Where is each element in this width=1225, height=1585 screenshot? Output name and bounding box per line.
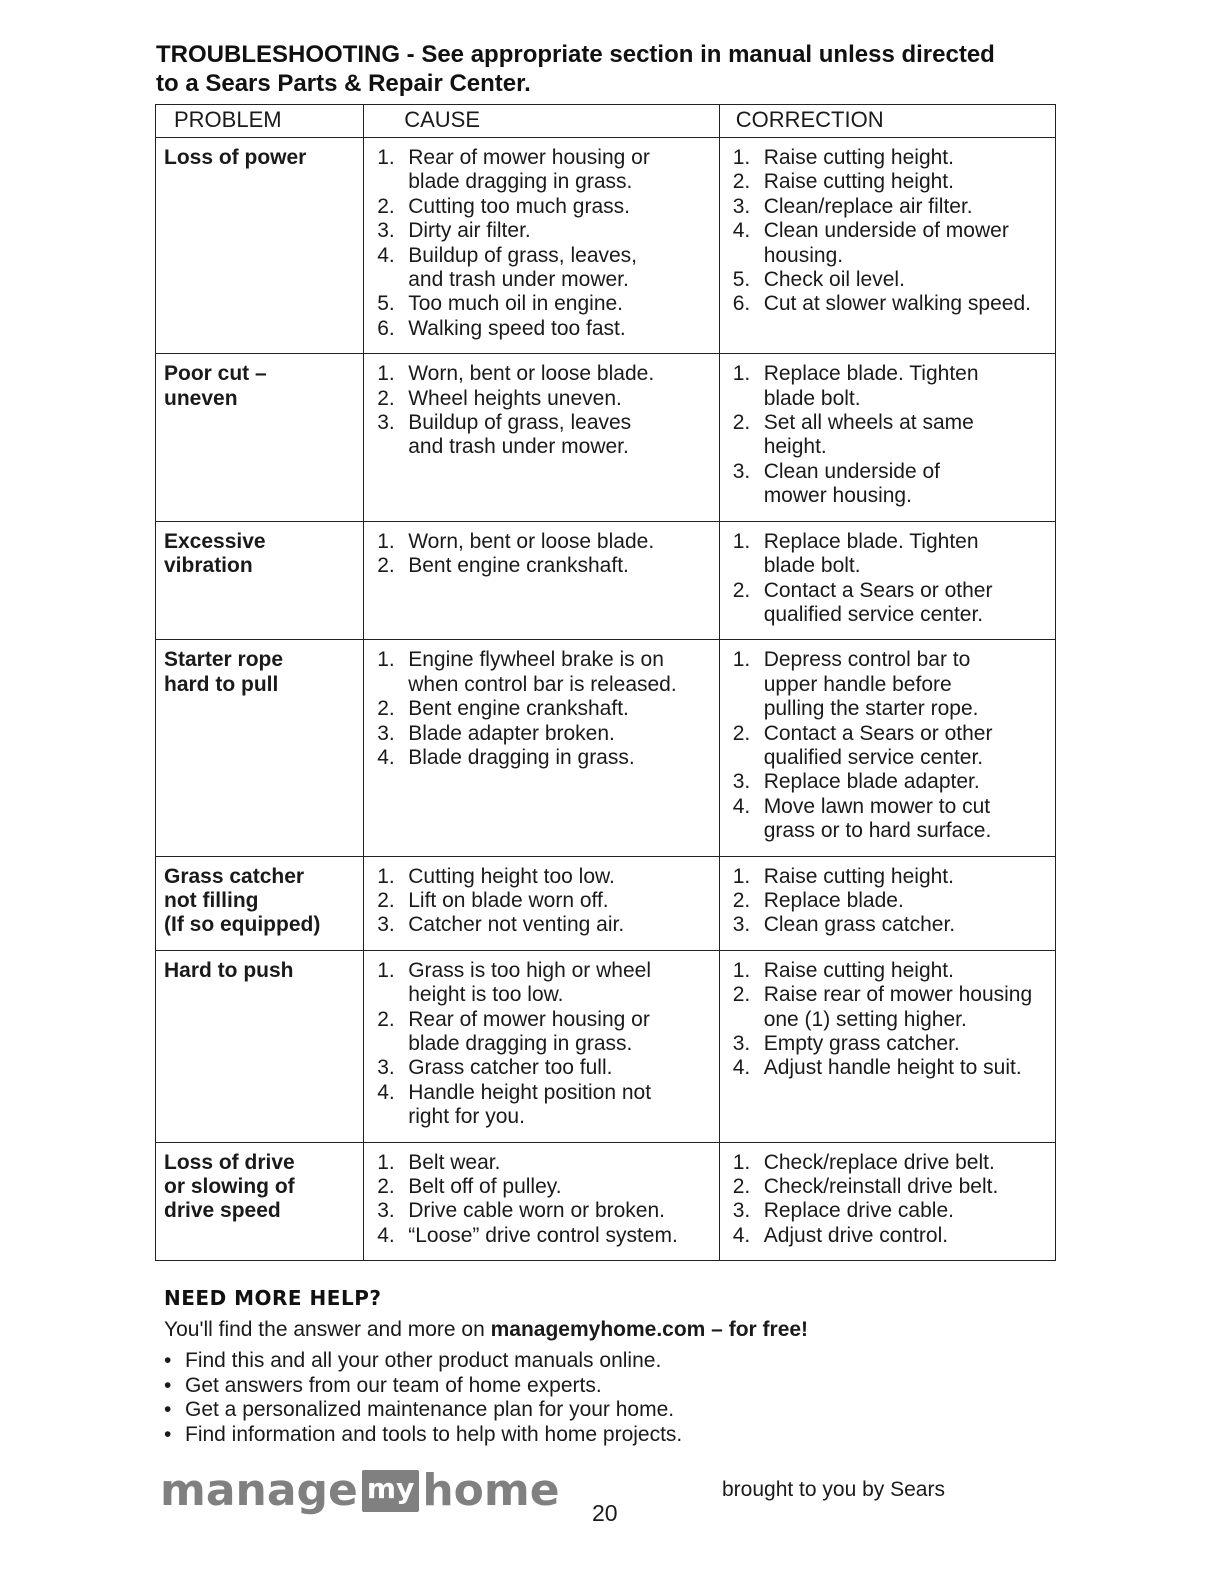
item-text: Belt wear. <box>408 1150 501 1174</box>
item-number: 1. <box>377 864 395 888</box>
item-number: 2. <box>377 697 395 721</box>
list-item <box>728 530 1049 579</box>
item-text: Walking speed too fast. <box>408 316 626 340</box>
item-text: Engine flywheel brake is on when control bar is released. <box>408 648 677 696</box>
item-number: 1. <box>732 146 751 169</box>
item-text: Check oil level. <box>763 268 905 292</box>
item-number: 2. <box>732 170 751 194</box>
item-text: Cut at slower walking speed. <box>763 292 1031 316</box>
list-item <box>728 362 1049 411</box>
table-row <box>156 856 1056 950</box>
item-number: 2. <box>377 1175 395 1199</box>
managemyhome-logo <box>160 1458 560 1522</box>
item-number: 2. <box>377 1007 395 1031</box>
item-text: Wheel heights uneven. <box>408 386 622 410</box>
item-text: Raise cutting height. <box>763 958 954 982</box>
list-item <box>164 1374 1064 1399</box>
cause-list <box>372 648 712 770</box>
item-text: Dirty air filter. <box>408 219 531 243</box>
list-item <box>372 1056 712 1080</box>
item-text: Bent engine crankshaft. <box>408 554 629 578</box>
item-text: Empty grass catcher. <box>763 1032 960 1055</box>
item-number: 1. <box>732 958 751 982</box>
cause-list <box>372 362 712 460</box>
item-text: Bent engine crankshaft. <box>408 697 629 721</box>
list-item <box>372 317 712 341</box>
item-text: Check/replace drive belt. <box>763 1150 995 1174</box>
item-text: Drive cable worn or broken. <box>408 1199 665 1223</box>
item-text: Check/reinstall drive belt. <box>763 1175 999 1199</box>
cause-list <box>372 1151 712 1249</box>
item-text: Adjust drive control. <box>763 1223 949 1247</box>
list-item <box>372 411 712 460</box>
item-text: Move lawn mower to cut grass or to hard surface. <box>763 794 992 843</box>
column-header-cause: CAUSE <box>364 105 719 138</box>
list-item <box>728 1175 1049 1199</box>
list-item <box>372 1224 712 1248</box>
list-item <box>728 889 1049 913</box>
correction-cell <box>719 354 1055 521</box>
list-item <box>164 1423 1064 1448</box>
list-item <box>728 579 1049 628</box>
list-item <box>728 1199 1049 1223</box>
logo-manage: manage <box>160 1464 358 1516</box>
list-item <box>728 983 1049 1032</box>
item-number: 3. <box>732 194 751 218</box>
item-text: Blade dragging in grass. <box>408 745 635 769</box>
item-number: 6. <box>377 316 395 340</box>
item-number: 5. <box>732 268 751 292</box>
bullet-icon: • <box>164 1398 172 1421</box>
item-number: 1. <box>377 958 395 982</box>
list-item <box>728 795 1049 844</box>
bullet-icon: • <box>164 1422 172 1446</box>
item-text: Grass catcher too full. <box>408 1056 613 1080</box>
item-number: 1. <box>732 529 751 553</box>
help-intro <box>164 1316 1064 1343</box>
help-heading: NEED MORE HELP? <box>164 1286 382 1310</box>
item-number: 3. <box>732 913 751 937</box>
item-number: 2. <box>377 386 395 410</box>
list-item <box>728 195 1049 219</box>
item-text: Buildup of grass, leaves, and trash under mower. <box>408 243 638 292</box>
list-item <box>372 292 712 316</box>
correction-list <box>728 1151 1049 1249</box>
problem-cell: Loss of drive or slowing of drive speed <box>156 1142 364 1261</box>
item-number: 1. <box>732 1150 751 1174</box>
correction-cell <box>719 521 1055 640</box>
bullet-text: Find this and all your other product manuals online. <box>185 1349 662 1372</box>
page-number: 20 <box>592 1500 618 1526</box>
help-intro-link: managemyhome.com – for free! <box>490 1318 809 1341</box>
cause-list <box>372 146 712 341</box>
item-text: Contact a Sears or other qualified service center. <box>763 578 993 626</box>
item-number: 2. <box>732 1175 751 1199</box>
correction-cell <box>719 640 1055 856</box>
item-number: 2. <box>377 888 395 912</box>
bullet-text: Get answers from our team of home experts. <box>185 1373 602 1397</box>
item-number: 1. <box>377 529 395 553</box>
troubleshooting-table <box>155 104 1056 1261</box>
item-text: Rear of mower housing or blade dragging in grass. <box>408 146 650 194</box>
list-item <box>372 889 712 913</box>
title-line-1: TROUBLESHOOTING - See appropriate section in manual unless directed <box>156 41 995 68</box>
cause-list <box>372 530 712 579</box>
bullet-icon: • <box>164 1349 172 1372</box>
brought-by-text: brought to you by Sears <box>722 1478 945 1501</box>
item-number: 4. <box>732 794 751 818</box>
item-text: Handle height position not right for you. <box>408 1080 652 1129</box>
item-number: 3. <box>377 219 395 243</box>
list-item <box>372 697 712 721</box>
correction-list <box>728 362 1049 508</box>
help-bullet-list <box>164 1349 1064 1447</box>
item-number: 2. <box>377 194 395 218</box>
correction-cell <box>719 856 1055 950</box>
correction-cell <box>719 1142 1055 1261</box>
list-item <box>372 554 712 578</box>
table-row <box>156 521 1056 640</box>
list-item <box>372 1175 712 1199</box>
table-row <box>156 1142 1056 1261</box>
item-number: 3. <box>377 411 395 435</box>
item-text: Adjust handle height to suit. <box>763 1056 1022 1080</box>
item-number: 1. <box>732 362 751 386</box>
item-number: 1. <box>377 1150 395 1174</box>
item-number: 2. <box>732 578 751 602</box>
item-text: Raise rear of mower housing one (1) setting higher. <box>763 983 1033 1031</box>
page-title <box>156 40 1096 98</box>
item-number: 1. <box>732 648 751 672</box>
list-item <box>372 648 712 697</box>
item-number: 5. <box>377 292 395 316</box>
item-number: 4. <box>732 1056 751 1080</box>
cause-list <box>372 959 712 1130</box>
table-row <box>156 950 1056 1142</box>
item-text: Contact a Sears or other qualified service center. <box>763 721 993 769</box>
list-item <box>728 913 1049 937</box>
item-text: Clean underside of mower housing. <box>763 219 1009 267</box>
list-item <box>372 219 712 243</box>
item-number: 3. <box>377 913 395 937</box>
list-item <box>372 244 712 293</box>
item-text: Belt off of pulley. <box>408 1175 562 1199</box>
item-text: Worn, bent or loose blade. <box>408 362 655 386</box>
item-number: 1. <box>377 146 395 169</box>
problem-cell: Starter rope hard to pull <box>156 640 364 856</box>
item-text: Blade adapter broken. <box>408 721 615 745</box>
item-text: Raise cutting height. <box>763 170 954 194</box>
cause-cell <box>364 640 719 856</box>
item-text: Raise cutting height. <box>763 146 954 169</box>
item-text: Replace blade. Tighten blade bolt. <box>763 362 979 410</box>
list-item <box>372 913 712 937</box>
correction-list <box>728 648 1049 843</box>
table-row <box>156 354 1056 521</box>
list-item <box>728 1056 1049 1080</box>
item-text: Cutting height too low. <box>408 864 615 888</box>
correction-list <box>728 146 1049 317</box>
item-text: Replace blade. <box>763 888 904 912</box>
item-text: Cutting too much grass. <box>408 194 630 218</box>
item-number: 2. <box>732 721 751 745</box>
item-number: 6. <box>732 292 751 316</box>
item-text: Raise cutting height. <box>763 864 954 888</box>
column-header-problem: PROBLEM <box>156 105 364 138</box>
item-number: 4. <box>732 219 751 243</box>
help-intro-text: You'll find the answer and more on <box>164 1318 491 1341</box>
item-text: Too much oil in engine. <box>408 292 624 316</box>
item-number: 1. <box>732 864 751 888</box>
list-item <box>728 770 1049 794</box>
list-item <box>728 411 1049 460</box>
problem-cell: Hard to push <box>156 950 364 1142</box>
list-item <box>728 865 1049 889</box>
item-number: 2. <box>732 888 751 912</box>
item-text: Replace blade adapter. <box>763 770 980 794</box>
item-number: 1. <box>377 648 395 672</box>
list-item <box>728 1032 1049 1056</box>
item-text: Rear of mower housing or blade dragging in grass. <box>408 1007 650 1055</box>
item-text: Lift on blade worn off. <box>408 888 609 912</box>
item-number: 3. <box>732 1199 751 1223</box>
list-item <box>728 268 1049 292</box>
problem-cell: Grass catcher not filling (If so equipped) <box>156 856 364 950</box>
item-text: Catcher not venting air. <box>408 913 625 937</box>
item-text: Clean grass catcher. <box>763 913 956 937</box>
correction-list <box>728 959 1049 1081</box>
list-item <box>372 722 712 746</box>
item-number: 3. <box>732 459 751 483</box>
logo-home: home <box>422 1464 560 1516</box>
title-line-2: to a Sears Parts & Repair Center. <box>156 70 531 97</box>
cause-list <box>372 865 712 938</box>
item-number: 2. <box>377 554 395 578</box>
list-item <box>372 146 712 195</box>
bullet-text: Find information and tools to help with home projects. <box>185 1422 683 1446</box>
item-text: Buildup of grass, leaves and trash under mower. <box>408 411 632 459</box>
bullet-icon: • <box>164 1373 172 1397</box>
list-item <box>164 1398 1064 1423</box>
item-number: 3. <box>377 721 395 745</box>
item-number: 3. <box>732 770 751 794</box>
list-item <box>372 1008 712 1057</box>
list-item <box>728 1151 1049 1175</box>
item-number: 4. <box>732 1223 751 1247</box>
item-number: 4. <box>377 1223 395 1247</box>
problem-cell: Loss of power <box>156 138 364 354</box>
cause-cell <box>364 950 719 1142</box>
correction-list <box>728 865 1049 938</box>
problem-cell: Excessive vibration <box>156 521 364 640</box>
item-text: “Loose” drive control system. <box>408 1223 678 1247</box>
list-item <box>372 1199 712 1223</box>
correction-cell <box>719 138 1055 354</box>
list-item <box>728 722 1049 771</box>
list-item <box>372 195 712 219</box>
list-item <box>728 219 1049 268</box>
list-item <box>372 865 712 889</box>
cause-cell <box>364 1142 719 1261</box>
item-text: Depress control bar to upper handle before pulling the starter rope. <box>763 648 979 721</box>
item-text: Replace blade. Tighten blade bolt. <box>763 529 979 578</box>
item-number: 2. <box>732 411 751 435</box>
table-body <box>156 138 1056 1261</box>
correction-cell <box>719 950 1055 1142</box>
need-more-help-section <box>164 1286 1064 1447</box>
logo-my-box: my <box>362 1470 419 1512</box>
item-text: Worn, bent or loose blade. <box>408 529 655 553</box>
bullet-text: Get a personalized maintenance plan for your home. <box>185 1398 675 1421</box>
item-text: Clean/replace air filter. <box>763 194 973 218</box>
item-number: 3. <box>377 1199 395 1223</box>
item-number: 4. <box>377 243 395 267</box>
list-item <box>164 1349 1064 1374</box>
item-number: 1. <box>377 362 395 386</box>
list-item <box>372 1081 712 1130</box>
list-item <box>372 530 712 554</box>
list-item <box>728 146 1049 170</box>
item-number: 4. <box>377 745 395 769</box>
list-item <box>728 1224 1049 1248</box>
column-header-correction: CORRECTION <box>719 105 1055 138</box>
table-row <box>156 640 1056 856</box>
list-item <box>728 460 1049 509</box>
item-number: 3. <box>732 1032 751 1055</box>
correction-list <box>728 530 1049 628</box>
list-item <box>372 362 712 386</box>
table-row <box>156 138 1056 354</box>
list-item <box>372 1151 712 1175</box>
item-number: 2. <box>732 983 751 1007</box>
table-header-row <box>156 105 1056 138</box>
item-text: Grass is too high or wheel height is too low. <box>408 958 652 1007</box>
item-number: 4. <box>377 1080 395 1104</box>
list-item <box>728 170 1049 194</box>
list-item <box>728 959 1049 983</box>
list-item <box>372 387 712 411</box>
problem-cell: Poor cut – uneven <box>156 354 364 521</box>
item-text: Set all wheels at same height. <box>763 411 974 459</box>
list-item <box>372 959 712 1008</box>
item-text: Replace drive cable. <box>763 1199 954 1223</box>
cause-cell <box>364 138 719 354</box>
cause-cell <box>364 856 719 950</box>
list-item <box>728 648 1049 721</box>
cause-cell <box>364 354 719 521</box>
list-item <box>728 292 1049 316</box>
item-number: 3. <box>377 1056 395 1080</box>
item-text: Clean underside of mower housing. <box>763 459 940 508</box>
list-item <box>372 746 712 770</box>
cause-cell <box>364 521 719 640</box>
